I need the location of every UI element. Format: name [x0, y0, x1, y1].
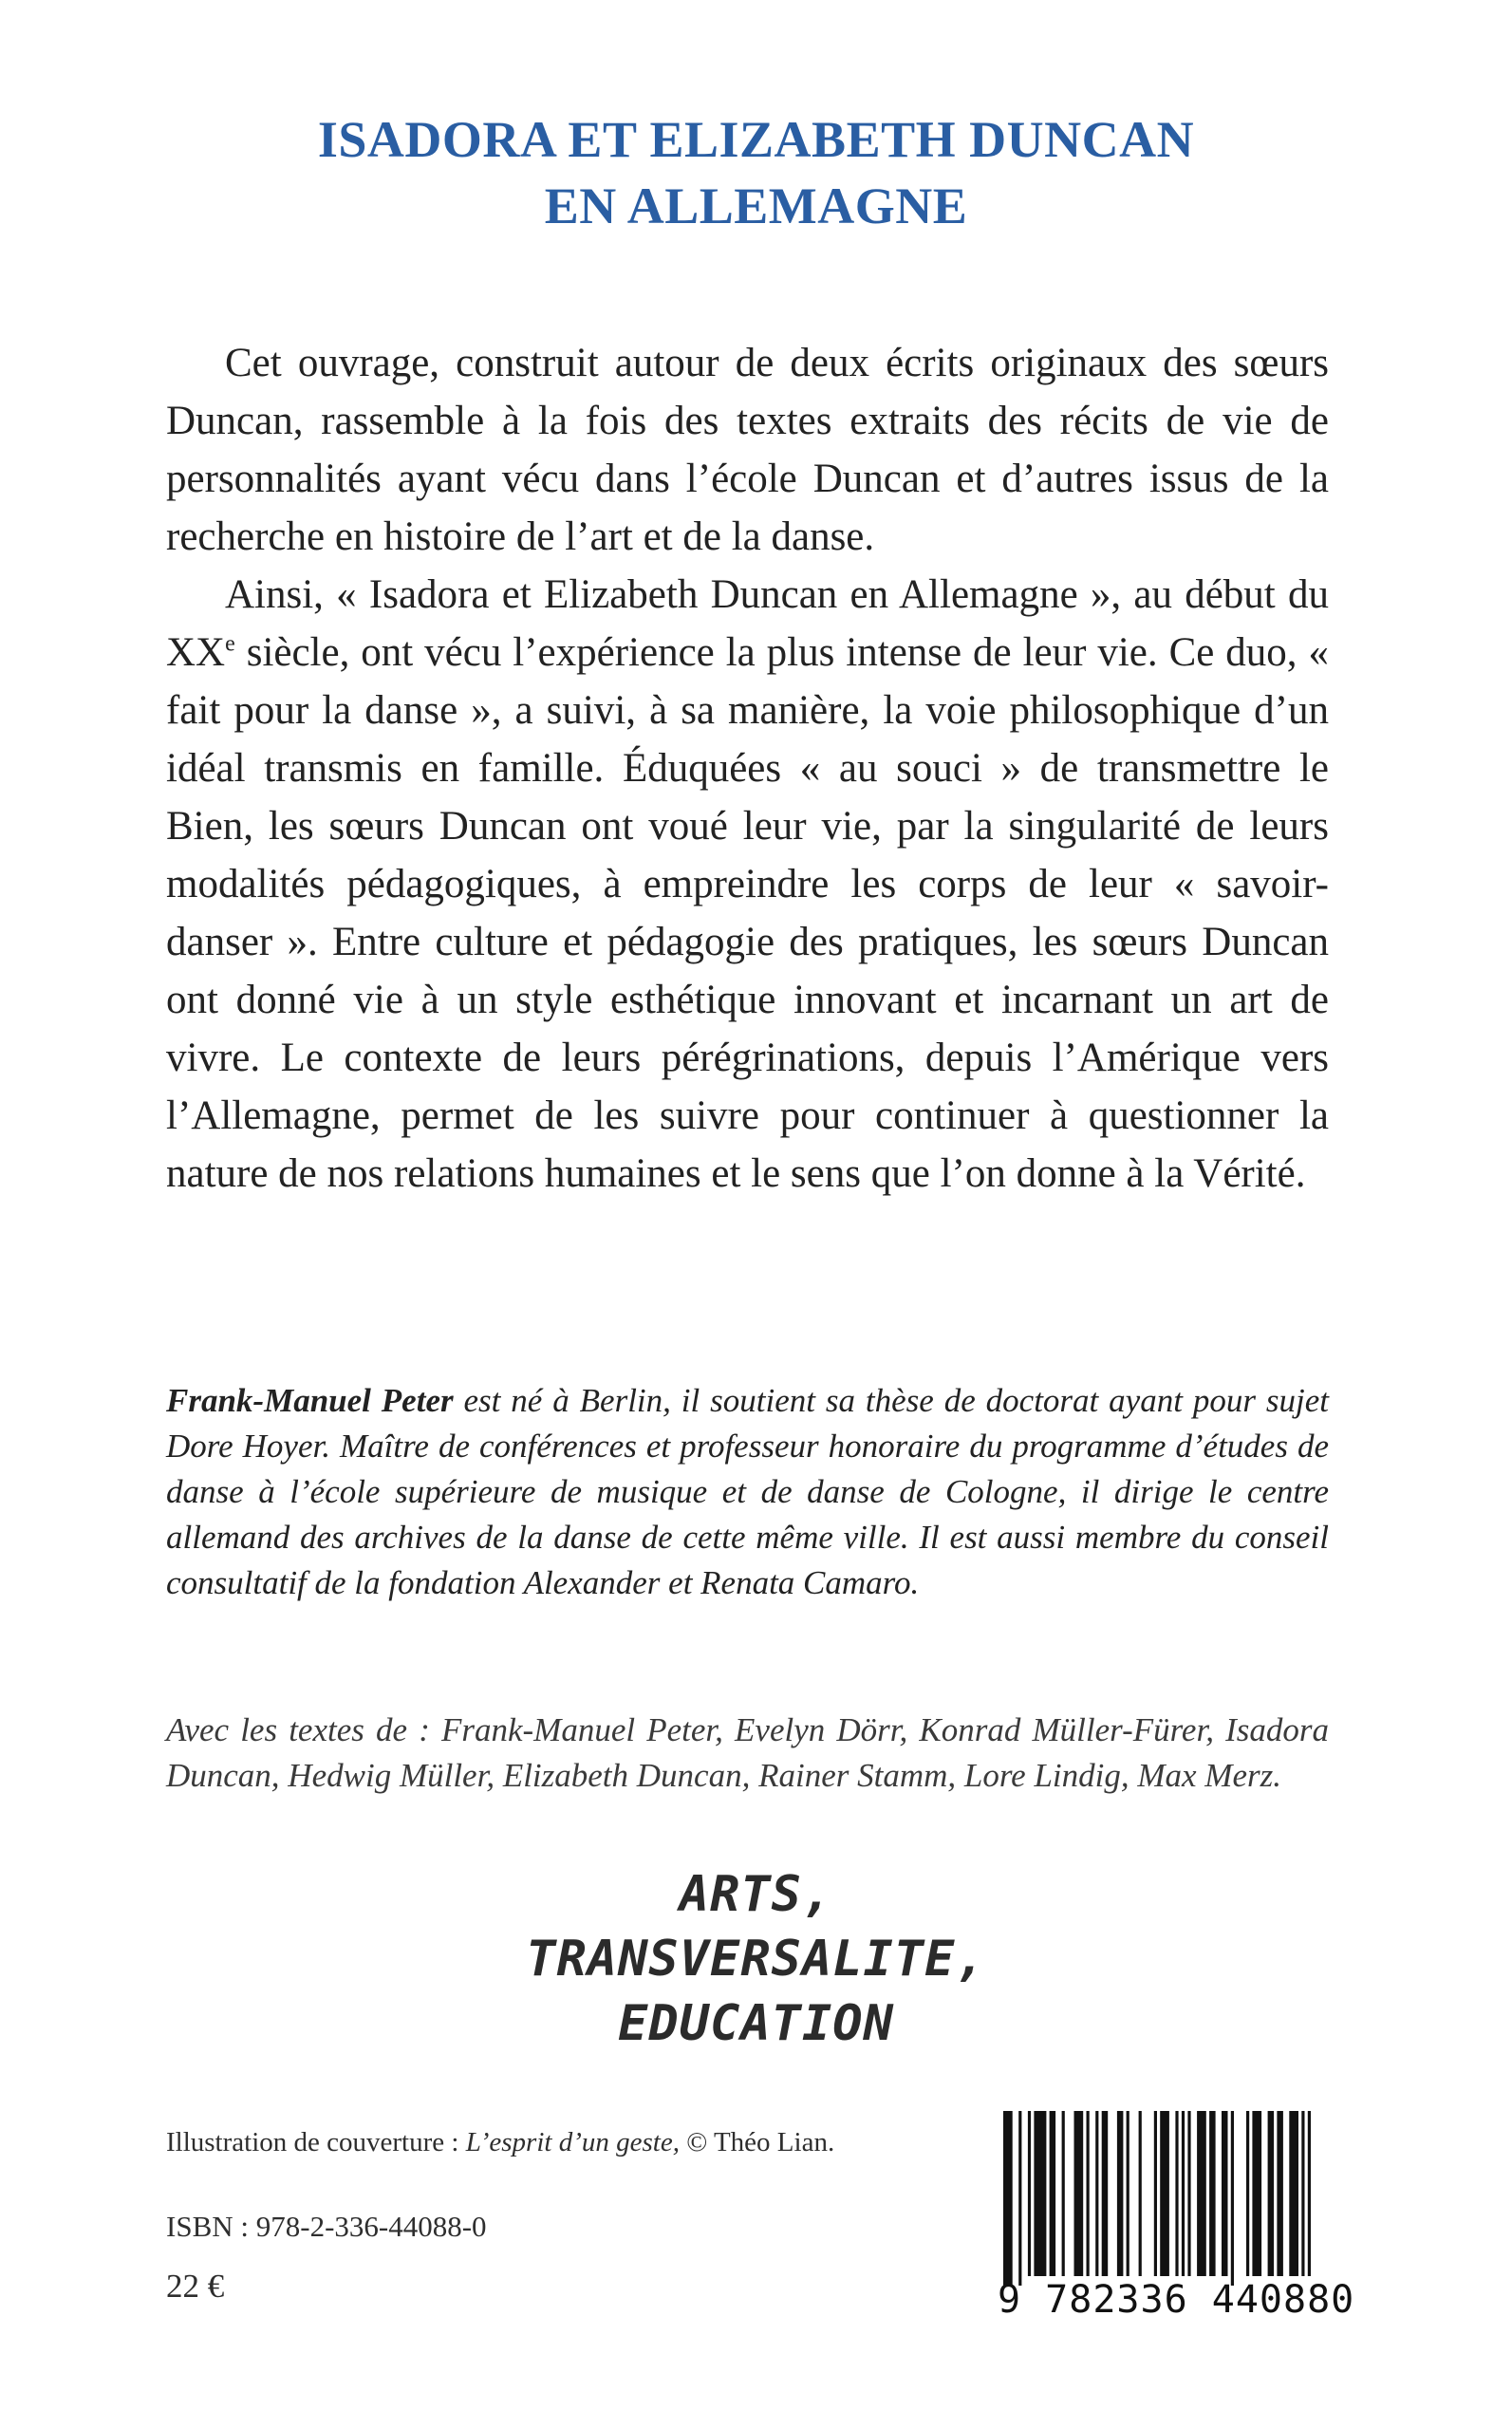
author-name: Frank-Manuel Peter [166, 1382, 454, 1419]
barcode-bar [1187, 2111, 1190, 2276]
barcode-bar [1095, 2111, 1098, 2276]
barcode-bar [1028, 2111, 1031, 2276]
contributors-list: Avec les textes de : Frank-Manuel Peter, Evelyn Dörr, Konrad Müller-Fürer, Isadora Duncan, Hedwig Müller, Elizabeth Duncan, Rainer Stamm, Lore Lindig, Max Merz. [166, 1711, 1329, 1794]
barcode-bar [1252, 2111, 1261, 2276]
barcode-bar [1139, 2111, 1142, 2276]
barcode-bar [1246, 2111, 1249, 2276]
barcode-bar [1102, 2111, 1109, 2276]
barcode-bar [1034, 2111, 1046, 2276]
author-bio-text: est né à Berlin, il soutient sa thèse de doctorat ayant pour sujet Dore Hoyer. Maître de conférences et professeur honoraire du programme d’études de danse à l’école supérieure de musique et de danse de Cologne, il dirige le centre allemand des archives de la danse de cette même ville. Il est aussi membre du conseil consultatif de la fondation Alexander et Renata Camaro. [166, 1382, 1329, 1601]
barcode-bar [1268, 2111, 1275, 2276]
barcode-bar [1160, 2111, 1169, 2276]
century-superscript: e [225, 631, 235, 657]
series-logo [0, 1862, 1512, 2056]
barcode-bar [1127, 2111, 1129, 2276]
book-title-line-2: EN ALLEMAGNE [544, 177, 968, 234]
barcode-bar [1277, 2111, 1283, 2276]
book-title-line-1: ISADORA ET ELIZABETH DUNCAN [317, 111, 1195, 168]
barcode-bar [1074, 2111, 1084, 2276]
isbn-number: ISBN : 978-2-336-44088-0 [166, 2210, 487, 2243]
barcode-bar [1050, 2111, 1056, 2276]
summary-paragraph-1: Cet ouvrage, construit autour de deux écrits originaux des sœurs Duncan, rassemble à la fois des textes extraits des récits de vie de personnalités ayant vécu dans l’école Duncan et d’autres issus de la recherche en histoire de l’art et de la danse. [166, 341, 1329, 559]
barcode-bar [1182, 2111, 1185, 2276]
summary-paragraph-2-rest: siècle, ont vécu l’expérience la plus intense de leur vie. Ce duo, « fait pour la danse », a suivi, à sa manière, la voie philosophique d’un idéal transmis en famille. Éduquées « au souci » de transmettre le Bien, les sœurs Duncan ont voué leur vie, par la singularité de leurs modalités pédagogiques, à empreindre les corps de leur « savoir-danser ». Entre culture et pédagogie des pratiques, les sœurs Duncan ont donné vie à un style esthétique innovant et incarnant un art de vivre. Le contexte de leurs pérégrinations, depuis l’Amérique vers l’Allemagne, permet de les suivre pour continuer à questionner la nature de nos relations humaines et le sens que l’on donne à la Vérité. [166, 630, 1329, 1196]
barcode-bar [1301, 2111, 1304, 2276]
series-logo-line-2: TRANSVERSALITE, [526, 1931, 986, 1988]
book-summary [166, 334, 1329, 1203]
barcode-bar [1117, 2111, 1124, 2276]
series-logo-line-3: EDUCATION [618, 1995, 894, 2052]
barcode-bar [1209, 2111, 1216, 2276]
barcode-bar [1308, 2111, 1311, 2276]
book-title [0, 106, 1512, 239]
barcode-bar [1062, 2111, 1065, 2276]
barcode-bar [1231, 2111, 1234, 2286]
book-price: 22 € [166, 2268, 225, 2305]
credit-author: © Théo Lian. [679, 2127, 835, 2157]
barcode-bar [1197, 2111, 1206, 2276]
barcode-bar [1018, 2111, 1021, 2286]
barcode-digits: 9 782336 440880 [998, 2278, 1355, 2322]
cover-illustration-credit [166, 2123, 834, 2161]
barcode-bar [1222, 2111, 1228, 2276]
author-bio [166, 1378, 1329, 1606]
barcode-bar [1289, 2111, 1298, 2276]
barcode-bars [990, 2105, 1322, 2286]
summary-paragraph-2-start: Ainsi, « Isadora et Elizabeth Duncan en Allemagne », au début du XX [166, 572, 1329, 675]
series-logo-line-1: ARTS, [679, 1866, 833, 1923]
barcode-bar [1175, 2111, 1178, 2276]
summary-paragraph-2 [166, 566, 1329, 1203]
credit-work-title: L’esprit d’un geste, [465, 2127, 680, 2157]
barcode [990, 2105, 1355, 2352]
credit-label: Illustration de couverture : [166, 2127, 466, 2157]
barcode-bar [1087, 2111, 1090, 2276]
barcode-bar [1154, 2111, 1157, 2276]
barcode-bar [1003, 2111, 1013, 2286]
